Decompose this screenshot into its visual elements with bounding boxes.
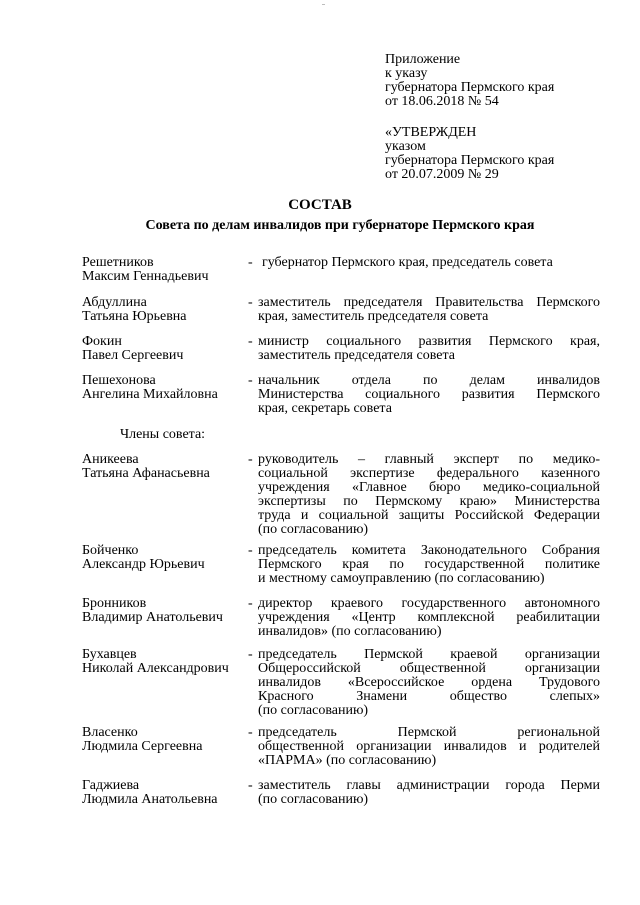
member-surname: Гаджиева (82, 778, 140, 793)
member-name (82, 374, 247, 402)
appendix-line: от 18.06.2018 № 54 (385, 94, 499, 109)
member-surname: Пешехонова (82, 373, 156, 388)
position-line: экспертизы по Пермскому краю» Министерства (258, 494, 600, 509)
member-surname: Фокин (82, 334, 122, 349)
member-position (258, 374, 600, 416)
member-position (262, 256, 604, 270)
position-line: «ПАРМА» (по согласованию) (258, 753, 437, 768)
member-name (82, 335, 247, 363)
member-given-names: Ангелина Михайловна (82, 387, 218, 402)
position-line: (по согласованию) (258, 792, 369, 807)
members-section-label: Члены совета: (120, 427, 206, 442)
member-surname: Аникеева (82, 452, 139, 467)
member-position (258, 597, 600, 639)
member-position (258, 453, 600, 537)
member-dash: - (248, 778, 253, 793)
member-name (82, 779, 247, 807)
member-given-names: Павел Сергеевич (82, 348, 184, 363)
member-surname: Бойченко (82, 543, 139, 558)
member-dash: - (248, 596, 253, 611)
scan-dot (322, 4, 325, 5)
position-line: министр социального развития Пермского края, (258, 334, 600, 349)
member-surname: Решетников (82, 255, 154, 270)
position-line: губернатор Пермского края, председатель совета (262, 255, 553, 270)
member-dash: - (248, 452, 253, 467)
member-dash: - (248, 255, 253, 270)
position-line: Красного Знамени общество слепых» (258, 689, 600, 704)
member-given-names: Татьяна Юрьевна (82, 309, 187, 324)
member-dash: - (248, 334, 253, 349)
member-given-names: Владимир Анатольевич (82, 610, 223, 625)
member-name (82, 453, 247, 481)
position-line: (по согласованию) (258, 703, 369, 718)
position-line: края, заместитель председателя совета (258, 309, 489, 324)
member-given-names: Татьяна Афанасьевна (82, 466, 210, 481)
member-given-names: Людмила Анатольевна (82, 792, 218, 807)
member-given-names: Александр Юрьевич (82, 557, 205, 572)
position-line: социальной экспертизе федерального казенного (258, 466, 600, 481)
member-position (258, 335, 600, 363)
approved-line: губернатора Пермского края (385, 153, 555, 168)
member-surname: Бухавцев (82, 647, 137, 662)
member-given-names: Людмила Сергеевна (82, 739, 203, 754)
position-line: Общероссийской общественной организации (258, 661, 600, 676)
position-line: и местному самоуправлению (по согласованию) (258, 571, 545, 586)
position-line: учреждения «Главное бюро медико-социальной (258, 480, 600, 495)
member-surname: Абдуллина (82, 295, 147, 310)
member-dash: - (248, 647, 253, 662)
position-line: заместитель председателя Правительства Пермского (258, 295, 600, 310)
document-title: СОСТАВ (288, 197, 352, 213)
approved-block (385, 126, 554, 182)
member-name (82, 726, 247, 754)
position-line: края, секретарь совета (258, 401, 392, 416)
member-name (82, 544, 247, 572)
appendix-block (385, 53, 554, 109)
member-surname: Власенко (82, 725, 138, 740)
position-line: начальник отдела по делам инвалидов (258, 373, 600, 388)
approved-line: «УТВЕРЖДЕН (385, 125, 477, 140)
position-line: (по согласованию) (258, 522, 369, 537)
position-line: общественной организации инвалидов и родителей (258, 739, 600, 754)
position-line: председатель комитета Законодательного Собрания (258, 543, 600, 558)
member-position (258, 779, 600, 807)
approved-line: указом (385, 139, 426, 154)
member-surname: Бронников (82, 596, 147, 611)
position-line: заместитель председателя совета (258, 348, 455, 363)
approved-line: от 20.07.2009 № 29 (385, 167, 499, 182)
member-dash: - (248, 543, 253, 558)
member-name (82, 256, 247, 284)
appendix-line: к указу (385, 66, 428, 81)
member-dash: - (248, 295, 253, 310)
position-line: председатель Пермской региональной (258, 725, 600, 740)
member-dash: - (248, 725, 253, 740)
member-name (82, 648, 247, 676)
member-given-names: Максим Геннадьевич (82, 269, 209, 284)
document-subtitle: Совета по делам инвалидов при губернаторе Пермского края (145, 218, 535, 233)
member-position (258, 296, 600, 324)
appendix-line: губернатора Пермского края (385, 80, 555, 95)
member-name (82, 597, 247, 625)
position-line: заместитель главы администрации города Перми (258, 778, 600, 793)
member-name (82, 296, 247, 324)
member-given-names: Николай Александрович (82, 661, 229, 676)
position-line: Министерства социального развития Пермского (258, 387, 600, 402)
position-line: учреждения «Центр комплексной реабилитации (258, 610, 600, 625)
position-line: Пермского края по государственной политике (258, 557, 600, 572)
position-line: директор краевого государственного автономного (258, 596, 600, 611)
position-line: инвалидов «Всероссийское ордена Трудового (258, 675, 600, 690)
member-position (258, 544, 600, 586)
member-dash: - (248, 373, 253, 388)
position-line: инвалидов» (по согласованию) (258, 624, 442, 639)
position-line: труда и социальной защиты Российской Федерации (258, 508, 600, 523)
member-position (258, 726, 600, 768)
appendix-line: Приложение (385, 52, 461, 67)
position-line: руководитель – главный эксперт по медико- (258, 452, 600, 467)
position-line: председатель Пермской краевой организации (258, 647, 600, 662)
member-position (258, 648, 600, 718)
